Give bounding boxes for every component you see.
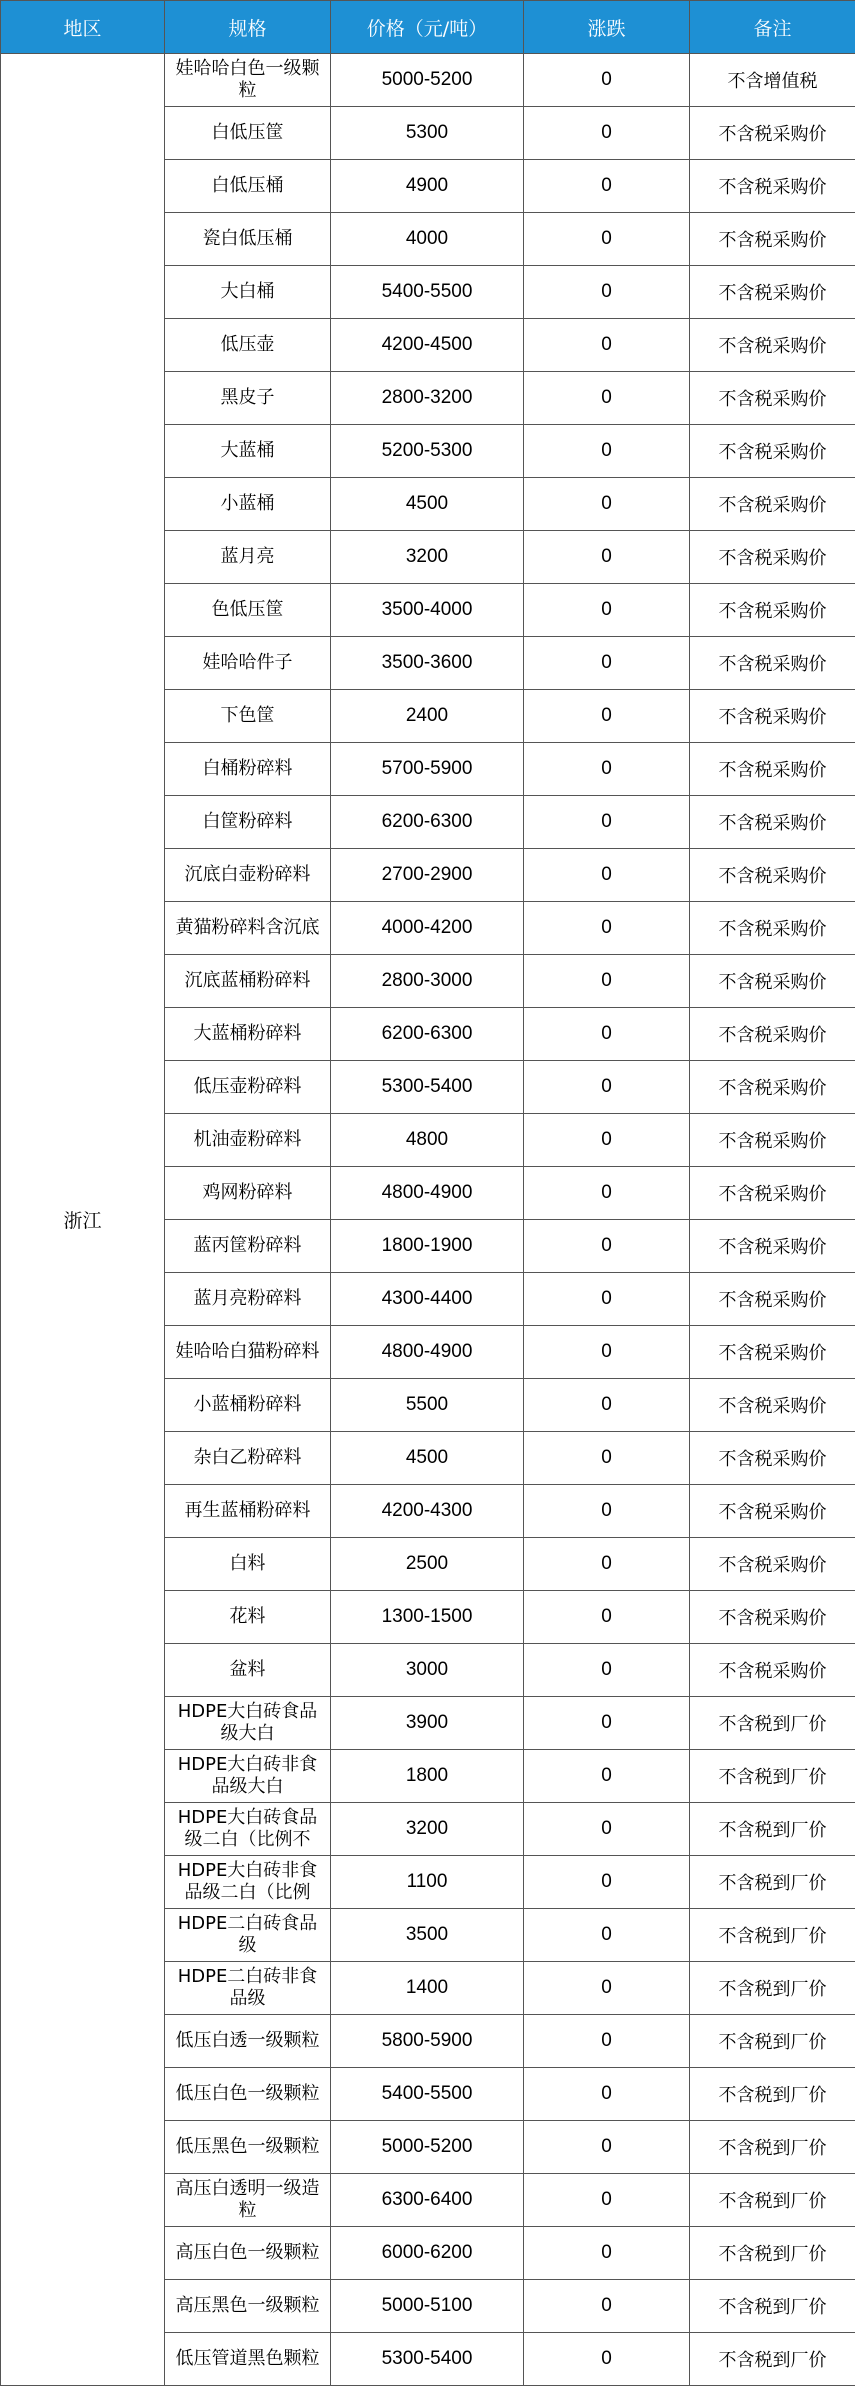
table-row [1,54,855,107]
price-cell: 4200-4500 [331,319,524,372]
price-cell: 3200 [331,1803,524,1856]
spec-cell: 低压管道黑色颗粒 [165,2333,331,2386]
change-cell: 0 [524,266,690,319]
price-cell: 4900 [331,160,524,213]
header-spec: 规格 [165,1,331,54]
change-cell: 0 [524,2227,690,2280]
note-cell: 不含税到厂价 [690,2280,855,2333]
note-cell: 不含税到厂价 [690,1803,855,1856]
note-cell: 不含税采购价 [690,743,855,796]
note-cell: 不含税采购价 [690,1008,855,1061]
spec-cell: 蓝丙筐粉碎料 [165,1220,331,1273]
change-cell: 0 [524,531,690,584]
note-cell: 不含税采购价 [690,1644,855,1697]
price-cell: 1400 [331,1962,524,2015]
price-cell: 4500 [331,1432,524,1485]
spec-cell: HDPE大白砖非食品级大白 [165,1750,331,1803]
region-cell: 浙江 [1,54,165,2386]
change-cell: 0 [524,2174,690,2227]
price-cell: 5800-5900 [331,2015,524,2068]
price-cell: 5400-5500 [331,2068,524,2121]
header-change: 涨跌 [524,1,690,54]
price-cell: 2800-3000 [331,955,524,1008]
price-cell: 2500 [331,1538,524,1591]
note-cell: 不含增值税 [690,54,855,107]
change-cell: 0 [524,107,690,160]
note-cell: 不含税到厂价 [690,1856,855,1909]
change-cell: 0 [524,902,690,955]
price-cell: 5500 [331,1379,524,1432]
price-cell: 5000-5200 [331,2121,524,2174]
change-cell: 0 [524,690,690,743]
change-cell: 0 [524,54,690,107]
change-cell: 0 [524,213,690,266]
price-cell: 4000-4200 [331,902,524,955]
spec-cell: 高压黑色一级颗粒 [165,2280,331,2333]
note-cell: 不含税采购价 [690,1220,855,1273]
change-cell: 0 [524,955,690,1008]
price-cell: 5000-5200 [331,54,524,107]
change-cell: 0 [524,1538,690,1591]
header-price: 价格（元/吨） [331,1,524,54]
note-cell: 不含税采购价 [690,1114,855,1167]
price-cell: 5300 [331,107,524,160]
price-cell: 3500 [331,1909,524,1962]
change-cell: 0 [524,1485,690,1538]
note-cell: 不含税采购价 [690,319,855,372]
price-cell: 4300-4400 [331,1273,524,1326]
note-cell: 不含税到厂价 [690,2068,855,2121]
spec-cell: 高压白透明一级造粒 [165,2174,331,2227]
price-cell: 6000-6200 [331,2227,524,2280]
change-cell: 0 [524,1326,690,1379]
change-cell: 0 [524,1114,690,1167]
change-cell: 0 [524,1697,690,1750]
price-cell: 2800-3200 [331,372,524,425]
note-cell: 不含税采购价 [690,213,855,266]
spec-cell: 低压壶粉碎料 [165,1061,331,1114]
change-cell: 0 [524,2068,690,2121]
price-cell: 3500-3600 [331,637,524,690]
price-cell: 3500-4000 [331,584,524,637]
spec-cell: 蓝月亮粉碎料 [165,1273,331,1326]
spec-cell: 沉底蓝桶粉碎料 [165,955,331,1008]
note-cell: 不含税采购价 [690,372,855,425]
price-cell: 6200-6300 [331,796,524,849]
note-cell: 不含税采购价 [690,1273,855,1326]
note-cell: 不含税采购价 [690,637,855,690]
note-cell: 不含税采购价 [690,849,855,902]
change-cell: 0 [524,1008,690,1061]
spec-cell: 大白桶 [165,266,331,319]
change-cell: 0 [524,743,690,796]
change-cell: 0 [524,1644,690,1697]
note-cell: 不含税采购价 [690,425,855,478]
header-note: 备注 [690,1,855,54]
price-cell: 1800 [331,1750,524,1803]
note-cell: 不含税采购价 [690,1591,855,1644]
change-cell: 0 [524,849,690,902]
spec-cell: HDPE大白砖食品级二白（比例不 [165,1803,331,1856]
spec-cell: 白桶粉碎料 [165,743,331,796]
spec-cell: HDPE二白砖食品级 [165,1909,331,1962]
change-cell: 0 [524,1909,690,1962]
spec-cell: 白低压桶 [165,160,331,213]
note-cell: 不含税采购价 [690,690,855,743]
spec-cell: 大蓝桶 [165,425,331,478]
price-cell: 4500 [331,478,524,531]
note-cell: 不含税采购价 [690,1379,855,1432]
note-cell: 不含税采购价 [690,107,855,160]
note-cell: 不含税采购价 [690,955,855,1008]
change-cell: 0 [524,584,690,637]
spec-cell: 沉底白壶粉碎料 [165,849,331,902]
note-cell: 不含税采购价 [690,531,855,584]
change-cell: 0 [524,1273,690,1326]
spec-cell: 机油壶粉碎料 [165,1114,331,1167]
note-cell: 不含税到厂价 [690,2015,855,2068]
note-cell: 不含税采购价 [690,1485,855,1538]
spec-cell: 下色筐 [165,690,331,743]
note-cell: 不含税到厂价 [690,1909,855,1962]
price-cell: 5200-5300 [331,425,524,478]
price-cell: 5400-5500 [331,266,524,319]
change-cell: 0 [524,1591,690,1644]
note-cell: 不含税采购价 [690,1432,855,1485]
spec-cell: 娃哈哈白色一级颗粒 [165,54,331,107]
change-cell: 0 [524,1220,690,1273]
spec-cell: 娃哈哈白猫粉碎料 [165,1326,331,1379]
spec-cell: 杂白乙粉碎料 [165,1432,331,1485]
spec-cell: 低压壶 [165,319,331,372]
change-cell: 0 [524,1432,690,1485]
note-cell: 不含税到厂价 [690,1750,855,1803]
change-cell: 0 [524,478,690,531]
header-region: 地区 [1,1,165,54]
spec-cell: 瓷白低压桶 [165,213,331,266]
price-cell: 5300-5400 [331,2333,524,2386]
note-cell: 不含税采购价 [690,1167,855,1220]
note-cell: 不含税到厂价 [690,2121,855,2174]
table-header-row [1,1,855,54]
spec-cell: 低压白透一级颗粒 [165,2015,331,2068]
note-cell: 不含税采购价 [690,584,855,637]
spec-cell: 小蓝桶粉碎料 [165,1379,331,1432]
price-cell: 6300-6400 [331,2174,524,2227]
note-cell: 不含税到厂价 [690,1962,855,2015]
price-cell: 2400 [331,690,524,743]
spec-cell: 黑皮子 [165,372,331,425]
spec-cell: 盆料 [165,1644,331,1697]
spec-cell: 鸡网粉碎料 [165,1167,331,1220]
note-cell: 不含税采购价 [690,160,855,213]
change-cell: 0 [524,796,690,849]
spec-cell: 高压白色一级颗粒 [165,2227,331,2280]
price-cell: 4800-4900 [331,1167,524,1220]
change-cell: 0 [524,425,690,478]
change-cell: 0 [524,1379,690,1432]
note-cell: 不含税采购价 [690,1538,855,1591]
note-cell: 不含税采购价 [690,478,855,531]
price-cell: 6200-6300 [331,1008,524,1061]
spec-cell: 黄猫粉碎料含沉底 [165,902,331,955]
spec-cell: 白低压筐 [165,107,331,160]
spec-cell: 低压白色一级颗粒 [165,2068,331,2121]
price-cell: 5300-5400 [331,1061,524,1114]
table-body [1,54,855,2386]
change-cell: 0 [524,2280,690,2333]
spec-cell: 小蓝桶 [165,478,331,531]
price-cell: 4200-4300 [331,1485,524,1538]
change-cell: 0 [524,1750,690,1803]
spec-cell: 白筐粉碎料 [165,796,331,849]
change-cell: 0 [524,1167,690,1220]
price-cell: 1300-1500 [331,1591,524,1644]
note-cell: 不含税到厂价 [690,1697,855,1750]
price-cell: 2700-2900 [331,849,524,902]
change-cell: 0 [524,2015,690,2068]
note-cell: 不含税采购价 [690,796,855,849]
change-cell: 0 [524,1061,690,1114]
note-cell: 不含税采购价 [690,902,855,955]
note-cell: 不含税采购价 [690,266,855,319]
price-cell: 1100 [331,1856,524,1909]
spec-cell: HDPE二白砖非食品级 [165,1962,331,2015]
price-cell: 3900 [331,1697,524,1750]
change-cell: 0 [524,1803,690,1856]
change-cell: 0 [524,1962,690,2015]
change-cell: 0 [524,637,690,690]
price-cell: 3200 [331,531,524,584]
change-cell: 0 [524,319,690,372]
spec-cell: 花料 [165,1591,331,1644]
price-cell: 3000 [331,1644,524,1697]
note-cell: 不含税到厂价 [690,2333,855,2386]
spec-cell: 娃哈哈件子 [165,637,331,690]
change-cell: 0 [524,2333,690,2386]
spec-cell: HDPE大白砖非食品级二白（比例 [165,1856,331,1909]
price-cell: 1800-1900 [331,1220,524,1273]
spec-cell: HDPE大白砖食品级大白 [165,1697,331,1750]
note-cell: 不含税采购价 [690,1061,855,1114]
change-cell: 0 [524,160,690,213]
spec-cell: 大蓝桶粉碎料 [165,1008,331,1061]
price-cell: 4000 [331,213,524,266]
price-cell: 5700-5900 [331,743,524,796]
note-cell: 不含税采购价 [690,1326,855,1379]
change-cell: 0 [524,372,690,425]
spec-cell: 白料 [165,1538,331,1591]
spec-cell: 蓝月亮 [165,531,331,584]
spec-cell: 色低压筐 [165,584,331,637]
note-cell: 不含税到厂价 [690,2227,855,2280]
spec-cell: 低压黑色一级颗粒 [165,2121,331,2174]
price-cell: 4800-4900 [331,1326,524,1379]
change-cell: 0 [524,2121,690,2174]
spec-cell: 再生蓝桶粉碎料 [165,1485,331,1538]
note-cell: 不含税到厂价 [690,2174,855,2227]
price-cell: 5000-5100 [331,2280,524,2333]
price-cell: 4800 [331,1114,524,1167]
change-cell: 0 [524,1856,690,1909]
